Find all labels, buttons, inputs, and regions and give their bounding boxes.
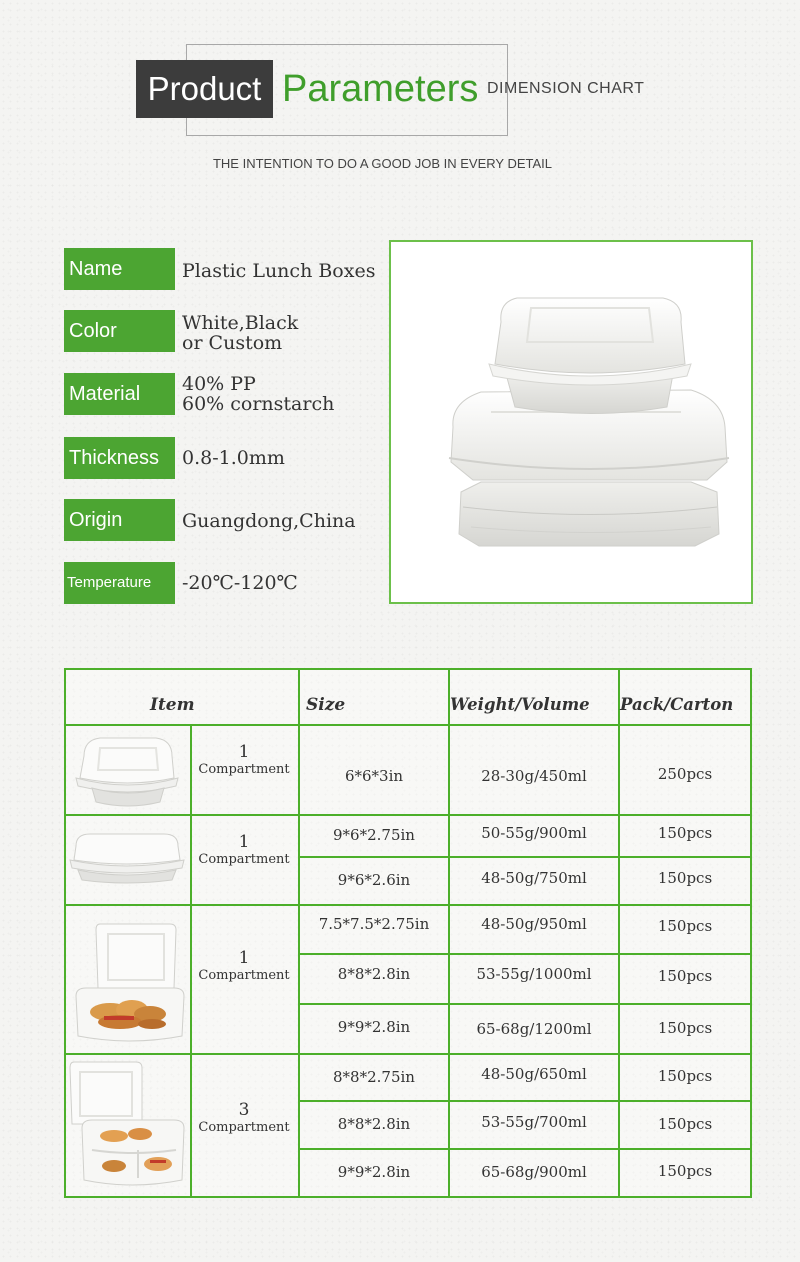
dimension-table — [64, 668, 752, 1198]
param-origin-row — [64, 499, 404, 541]
g3r3-size: 9*9*2.8in — [337, 1018, 411, 1036]
table-header-divider — [66, 724, 750, 726]
table-group-divider — [66, 1053, 750, 1055]
param-material-row — [64, 373, 404, 415]
param-color-value: White,Black or Custom — [182, 312, 299, 354]
param-thickness-label: Thickness — [64, 437, 175, 479]
g2r1-pack: 150pcs — [657, 824, 713, 842]
group2-count: 1 — [238, 832, 250, 852]
g1r1-pack: 250pcs — [657, 765, 713, 783]
param-thickness-value: 0.8-1.0mm — [182, 447, 285, 469]
table-row-divider — [298, 856, 750, 858]
g3r3-pack: 150pcs — [657, 1019, 713, 1037]
open-box-food-icon — [70, 920, 188, 1053]
param-color-row — [64, 310, 404, 352]
header-product-label: Product — [136, 60, 273, 118]
g3r3-weight: 65-68g/1200ml — [476, 1020, 592, 1038]
group4-compartment — [190, 1100, 298, 1135]
header-parameters-label: Parameters — [282, 68, 479, 110]
g3r2-pack: 150pcs — [657, 967, 713, 985]
table-group-divider — [66, 904, 750, 906]
g4r3-weight: 65-68g/900ml — [481, 1163, 587, 1181]
g4r3-size: 9*9*2.8in — [337, 1163, 411, 1181]
group4-count: 3 — [238, 1100, 250, 1120]
g4r3-pack: 150pcs — [657, 1162, 713, 1180]
g4r1-pack: 150pcs — [657, 1067, 713, 1085]
header-size: Size — [306, 695, 346, 715]
g3r2-size: 8*8*2.8in — [337, 965, 411, 983]
group1-count: 1 — [238, 742, 250, 762]
param-thickness-row — [64, 437, 404, 479]
g3r1-size: 7.5*7.5*2.75in — [318, 915, 430, 933]
param-material-label: Material — [64, 373, 175, 415]
g3r2-weight: 53-55g/1000ml — [476, 965, 592, 983]
group1-word: Compartment — [198, 762, 290, 777]
param-temperature-label: Temperature — [64, 562, 175, 604]
group2-compartment — [190, 832, 298, 867]
g2r1-weight: 50-55g/900ml — [481, 824, 587, 842]
product-photo — [389, 240, 753, 604]
header-pack-carton: Pack/Carton — [620, 695, 734, 714]
g4r1-weight: 48-50g/650ml — [481, 1065, 587, 1083]
g3r1-weight: 48-50g/950ml — [481, 915, 587, 933]
table-row-divider — [298, 1100, 750, 1102]
table-row-divider — [298, 1003, 750, 1005]
param-temperature-value: -20℃-120℃ — [182, 572, 298, 594]
param-name-label: Name — [64, 248, 175, 290]
group2-word: Compartment — [198, 852, 290, 867]
header-dimension-chart: DIMENSION CHART — [487, 80, 645, 97]
g2r2-pack: 150pcs — [657, 869, 713, 887]
g1r1-size: 6*6*3in — [344, 767, 404, 785]
g2r2-size: 9*6*2.6in — [337, 871, 411, 889]
param-origin-label: Origin — [64, 499, 175, 541]
table-row-divider — [298, 1148, 750, 1150]
hinged-box-small-icon — [70, 728, 184, 817]
g2r2-weight: 48-50g/750ml — [481, 869, 587, 887]
header-item: Item — [150, 695, 195, 715]
g2r1-size: 9*6*2.75in — [333, 826, 415, 844]
hinged-box-rect-icon — [68, 830, 186, 891]
param-color-label: Color — [64, 310, 175, 352]
group3-compartment — [190, 948, 298, 983]
group4-word: Compartment — [198, 1120, 290, 1135]
group3-count: 1 — [238, 948, 250, 968]
header-weight-volume: Weight/Volume — [450, 695, 590, 714]
g1r1-weight: 28-30g/450ml — [481, 767, 587, 785]
stacked-lunch-boxes-icon — [391, 242, 751, 602]
open-three-compartment-box-icon — [68, 1058, 188, 1197]
header-tagline: THE INTENTION TO DO A GOOD JOB IN EVERY DETAIL — [212, 156, 553, 171]
g4r2-size: 8*8*2.8in — [337, 1115, 411, 1133]
g4r1-size: 8*8*2.75in — [333, 1068, 415, 1086]
g4r2-weight: 53-55g/700ml — [481, 1113, 587, 1131]
g4r2-pack: 150pcs — [657, 1115, 713, 1133]
param-name-value: Plastic Lunch Boxes — [182, 260, 376, 282]
table-row-divider — [298, 953, 750, 955]
param-material-value: 40% PP 60% cornstarch — [182, 373, 335, 415]
param-temperature-row — [64, 562, 404, 604]
group1-compartment — [190, 742, 298, 777]
param-origin-value: Guangdong,China — [182, 510, 356, 532]
group3-word: Compartment — [198, 968, 290, 983]
g3r1-pack: 150pcs — [657, 917, 713, 935]
param-name-row — [64, 248, 404, 290]
